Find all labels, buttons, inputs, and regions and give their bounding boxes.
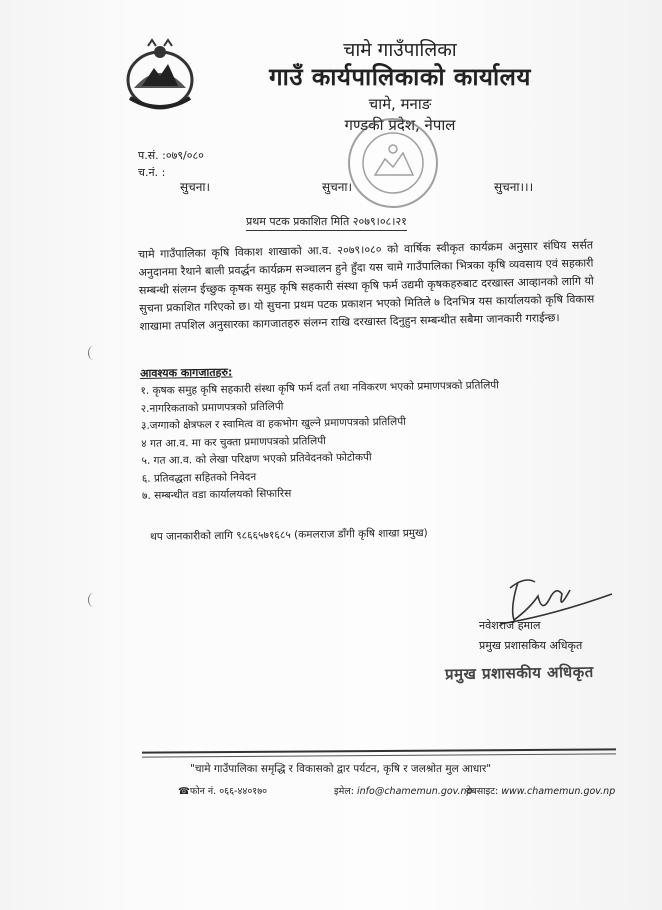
- footer-slogan: "चामे गाउँपालिका समृद्धि र विकासको द्वार पर्यटन, कृषि र जलश्रोत मुल आधार": [190, 763, 492, 775]
- office-seal-stamp: [345, 115, 441, 211]
- reference-number: प.सं. :०७९/०८०: [138, 149, 204, 162]
- designation-stamp: प्रमुख प्रशासकीय अधिकृत: [444, 662, 594, 684]
- footer-divider-thin: [142, 753, 616, 757]
- list-item: ५. गत आ.व. को लेखा परिक्षण भएको प्रतिवेदनको फोटोकपी: [141, 451, 372, 467]
- list-item: ७. सम्बन्धीत वडा कार्यालयको सिफारिस: [141, 487, 292, 502]
- phone-label: ☎फोन नं.: [178, 786, 220, 797]
- footer-website: [466, 784, 615, 797]
- footer-phone: [178, 784, 267, 797]
- footer-email: [334, 784, 473, 797]
- required-documents: [140, 359, 612, 506]
- punch-hole-mark: [88, 593, 99, 607]
- publication-date: प्रथम पटक प्रकाशित मिति २०७९।०८।२१: [246, 214, 407, 231]
- signatory-name: नवेशराज हमाल: [479, 619, 541, 632]
- website-label: वेबसाइट:: [466, 786, 502, 797]
- municipality-name: चामे गाउँपालिका: [343, 39, 457, 61]
- punch-hole-mark: [88, 346, 99, 360]
- office-name: गाउँ कार्यपालिकाको कार्यालय: [269, 63, 531, 91]
- list-item: ४ गत आ.व. मा कर चुक्ता प्रमाणपत्रको प्रतिलिपी: [141, 434, 326, 450]
- province-line: गण्डकी प्रदेश, नेपाल: [344, 116, 456, 134]
- documents-heading: आवश्यक कागजातहरु:: [140, 365, 233, 380]
- list-item: ३.जग्गाको क्षेत्रफल र स्वामित्व वा हकभोग खुल्ने प्रमाणपत्रको प्रतिलिपी: [140, 415, 406, 432]
- signatory-title: प्रमुख प्रशासकिय अधिकृत: [479, 639, 583, 652]
- list-item: २.नागरिकताको प्रमाणपत्रको प्रतिलिपी: [140, 400, 284, 415]
- email-address: info@chamemun.gov.np: [357, 786, 473, 797]
- email-label: इमेल:: [334, 786, 358, 797]
- address-line: चामे, मनाङ: [368, 95, 432, 113]
- list-item: १. कृषक समुह कृषि सहकारी संस्था कृषि फर्म दर्ता तथा नविकरण भएको प्रमाणपत्रको प्रतिलिपी: [140, 379, 500, 397]
- website-url: www.chamemun.gov.np: [501, 786, 616, 797]
- notice-word-2: सुचना।: [322, 180, 353, 194]
- notice-body: चामे गाउँपालिका कृषि विकाश शाखाको आ.व. २०७९।०८० को वार्षिक स्वीकृत कार्यक्रम अनुसार संघिय सर्सत अनुदानमा रैथाने बाली प्रवर्द्धन कार्यक्रम सञ्चालन हुने हुँदा यस चामे गाउँपालिका भित्रका कृषि व्यवसाय एवं सहकारी सम्बन्धी संलग्न ईच्छुक कृषक समुह कृषि सहकारी संस्था कृषि फर्म उद्यमी कृषकहरुबाट दरखास्त आव्हानको लागि यो सुचना प्रकाशित गरिएको छ। यो सुचना प्रथम पटक प्रकाशन भएको मितिले ७ दिनभित्र यस कार्यालयको कृषि विकास शाखामा तपशिल अनुसारका कागजातहरु संलग्न राखि दरखास्त दिनुहुन सम्बन्धीत सबैमा जानकारी गराईन्छ।: [138, 238, 595, 333]
- nepal-emblem-icon: [120, 38, 200, 114]
- list-item: ६. प्रतिवद्धता सहितको निवेदन: [141, 470, 257, 485]
- contact-info: थप जानकारीको लागि ९८६६५७१६८५ (कमलराज डाँगी कृषि शाखा प्रमुख): [150, 527, 428, 543]
- notice-word-1: सुचना।: [180, 180, 211, 194]
- phone-number: ०६६-४४०१७०: [219, 786, 268, 797]
- notice-word-3: सुचना।।।: [494, 180, 534, 194]
- dispatch-number: च.नं. :: [138, 166, 166, 179]
